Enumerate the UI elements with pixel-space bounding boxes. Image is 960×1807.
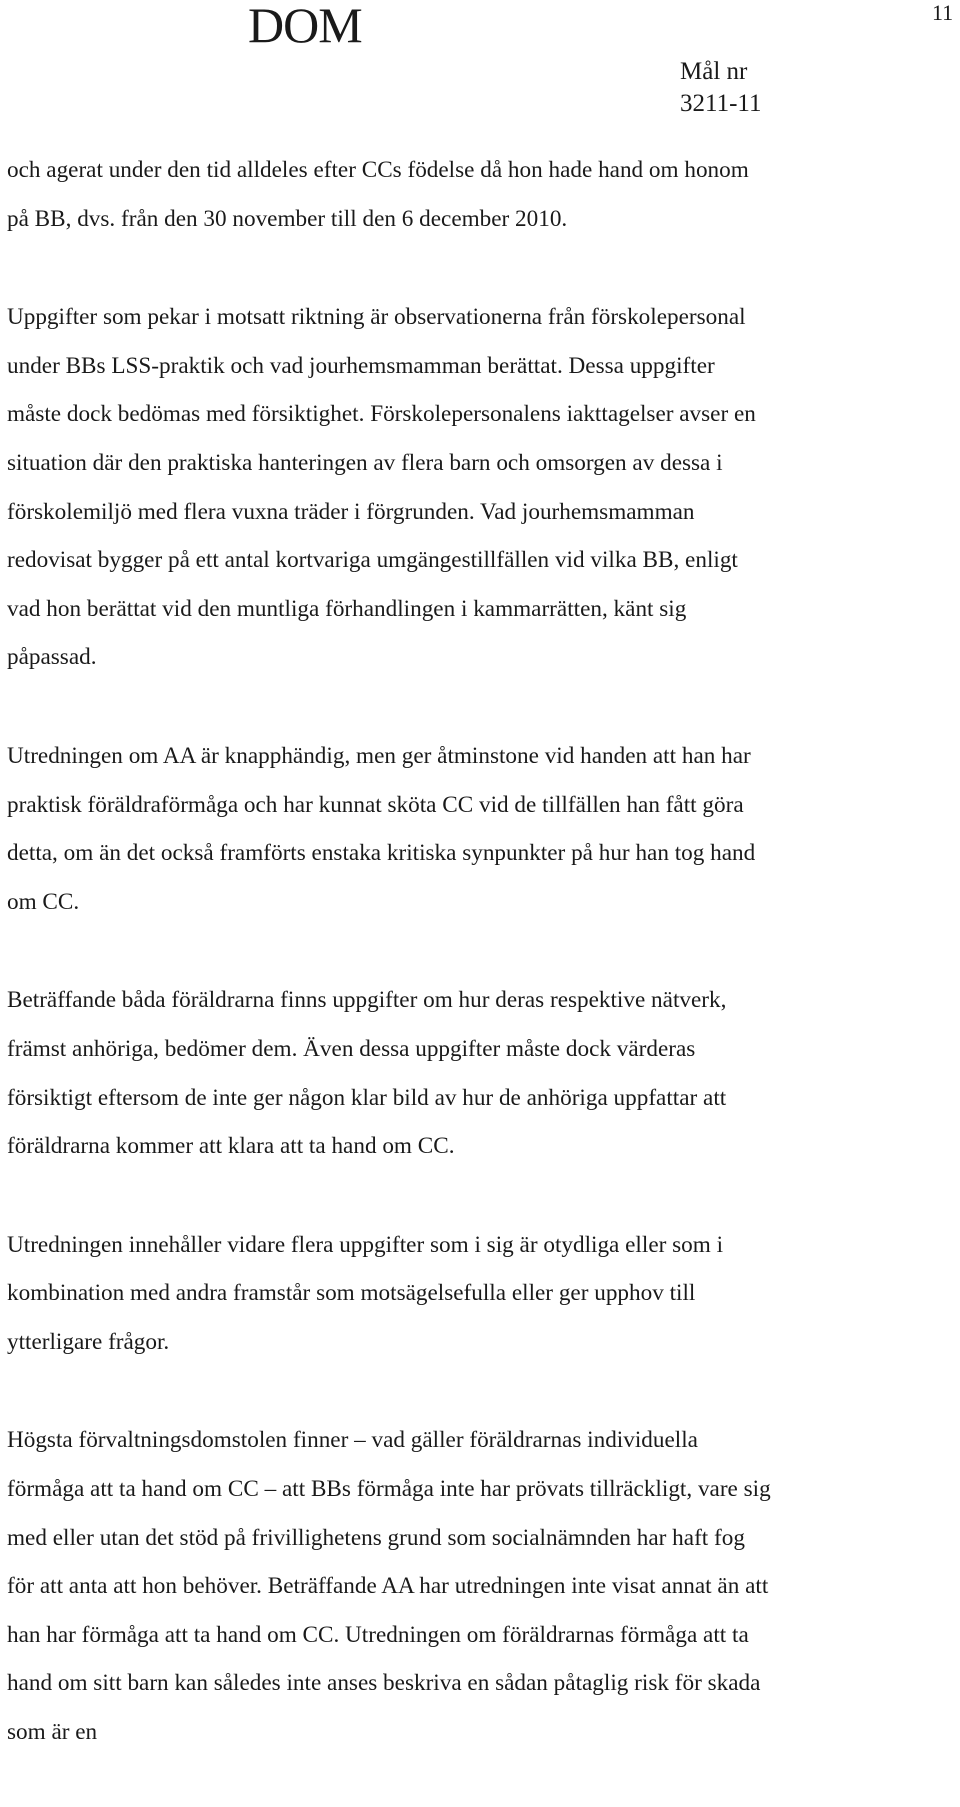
text-line: med eller utan det stöd på frivillighetens grund som socialnämnden har haft fog — [7, 1524, 745, 1551]
text-line: som är en — [7, 1719, 98, 1746]
text-line: ytterligare frågor. — [7, 1328, 170, 1355]
text-line: Utredningen om AA är knapphändig, men ger åtminstone vid handen att han har — [7, 742, 751, 769]
text-line: på BB, dvs. från den 30 november till den 6 december 2010. — [7, 205, 568, 232]
text-line: han har förmåga att ta hand om CC. Utredningen om föräldrarnas förmåga att ta — [7, 1621, 749, 1648]
text-line: kombination med andra framstår som motsägelsefulla eller ger upphov till — [7, 1280, 696, 1307]
text-line: praktisk föräldraförmåga och har kunnat sköta CC vid de tillfällen han fått göra — [7, 791, 744, 818]
text-line: förmåga att ta hand om CC – att BBs förmåga inte har prövats tillräckligt, vare sig — [7, 1476, 771, 1503]
text-line: måste dock bedömas med försiktighet. Förskolepersonalens iakttagelser avser en — [7, 401, 756, 428]
text-line: för att anta att hon behöver. Beträffande AA har utredningen inte visat annat än att — [7, 1573, 769, 1600]
text-line: Utredningen innehåller vidare flera uppgifter som i sig är otydliga eller som i — [7, 1231, 724, 1258]
text-line: föräldrarna kommer att klara att ta hand om CC. — [7, 1133, 455, 1160]
text-line: och agerat under den tid alldeles efter CCs födelse då hon hade hand om honom — [7, 157, 749, 183]
text-line: Högsta förvaltningsdomstolen finner – vad gäller föräldrarnas individuella — [7, 1427, 698, 1454]
text-line: försiktigt eftersom de inte ger någon klar bild av hur de anhöriga uppfattar att — [7, 1084, 727, 1111]
text-line: redovisat bygger på ett antal kortvariga umgängestillfällen vid vilka BB, enligt — [7, 547, 738, 574]
paragraph-3 — [7, 732, 942, 926]
paragraph-2 — [7, 293, 942, 682]
text-line: vad hon berättat vid den muntliga förhandlingen i kammarrätten, känt sig — [7, 595, 687, 622]
case-number: 3211-11 — [680, 90, 762, 117]
document-body — [7, 146, 942, 1807]
text-line: om CC. — [7, 888, 80, 915]
text-line: påpassad. — [7, 644, 97, 671]
paragraph-6 — [7, 1416, 942, 1756]
text-line: detta, om än det också framförts enstaka kritiska synpunkter på hur han tog hand — [7, 840, 756, 867]
text-line: främst anhöriga, bedömer dem. Även dessa uppgifter måste dock värderas — [7, 1035, 696, 1062]
text-line: Beträffande båda föräldrarna finns uppgifter om hur deras respektive nätverk, — [7, 987, 727, 1014]
text-line: förskolemiljö med flera vuxna träder i förgrunden. Vad jourhemsmamman — [7, 498, 695, 525]
text-line: situation där den praktiska hanteringen av flera barn och omsorgen av dessa i — [7, 449, 723, 476]
document-title: DOM — [248, 0, 362, 53]
page-number: 11 — [932, 0, 954, 25]
paragraph-1 — [7, 146, 942, 243]
text-line: under BBs LSS-praktik och vad jourhemsmamman berättat. Dessa uppgifter — [7, 352, 715, 379]
paragraph-4 — [7, 976, 942, 1170]
text-line: hand om sitt barn kan således inte anses beskriva en sådan påtaglig risk för skada — [7, 1670, 761, 1697]
text-line: Uppgifter som pekar i motsatt riktning är observationerna från förskolepersonal — [7, 304, 746, 331]
case-number-label: Mål nr — [680, 58, 748, 85]
paragraph-5 — [7, 1221, 942, 1367]
